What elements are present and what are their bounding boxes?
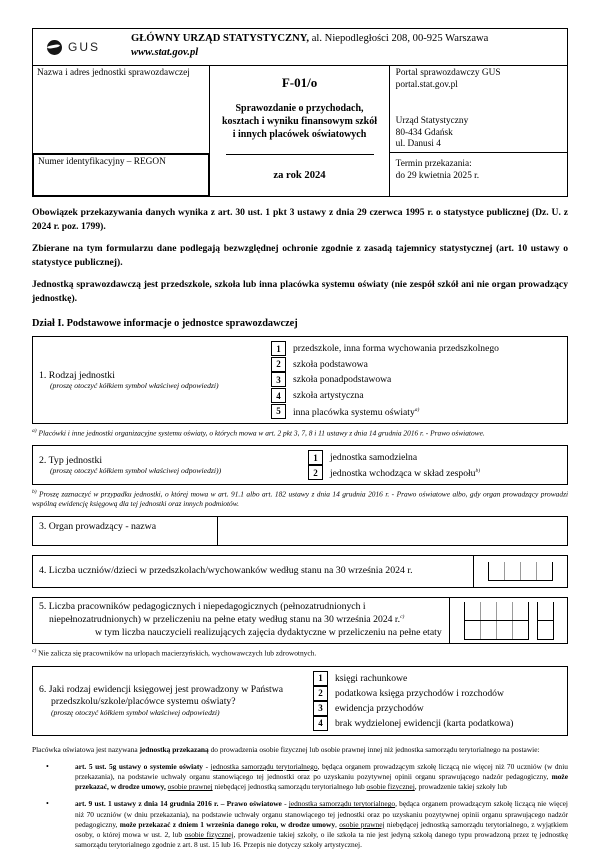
q4-pupils-count-input[interactable] (488, 562, 553, 581)
form-title-line: i innych placówek oświatowych (232, 129, 367, 140)
footnote-marker: c) (400, 614, 405, 621)
q1-option-5[interactable] (271, 404, 567, 419)
form-title-line: Sprawozdanie o przychodach, (235, 103, 364, 114)
title-divider (226, 154, 374, 155)
q5-total-staff-input[interactable] (450, 602, 567, 621)
org-name: GŁÓWNY URZĄD STATYSTYCZNY, (131, 33, 310, 44)
option-number-box: 2 (271, 357, 286, 372)
option-number-box: 3 (271, 372, 286, 387)
footnote-b: $^{b)}$ Proszę zaznaczyć w przypadku jednostki, o której mowa w art. 91.1 albo art. 182 ustawy z dnia 14 grudnia 2016 r. - Prawo oświatowe albo, gdy organ prowadzący prowadzi wspólną ewidencję księgową dla tej jednostki oraz innych podmiotów. (32, 489, 568, 509)
footnote-c: $^{c)}$ Nie zalicza się pracowników na urlopach macierzyńskich, wychowawczych lub zdrowotnych. (32, 647, 317, 658)
q6-options (313, 667, 567, 735)
q2-label-cell (33, 446, 308, 484)
q2-options (308, 446, 567, 484)
legal-obligation-paragraph: Obowiązek przekazywania danych wynika z art. 30 ust. 1 pkt 3 ustawy z dnia 29 czerwca 1995 r. o statystyce publicznej (Dz. U. z 2024 r. poz. 1799). (32, 207, 568, 232)
q6-option-2[interactable] (313, 686, 567, 701)
header-right-column (390, 66, 567, 196)
unit-name-address-label: Nazwa i adres jednostki sprawozdawczej (37, 68, 190, 78)
option-label: podatkowa księga przychodów i rozchodów (335, 687, 504, 699)
option-label: inna placówka systemu oświaty$^{a)}$ (293, 406, 420, 418)
form-title-line: kosztach i wyniku finansowym szkół (221, 116, 378, 127)
option-number-box: 4 (271, 388, 286, 403)
header-center-column (210, 66, 389, 196)
gus-logo-text: GUS (68, 40, 101, 54)
bullet-icon: • (46, 799, 49, 809)
question-5-box (32, 597, 568, 644)
option-label: szkoła ponadpodstawowa (293, 374, 392, 386)
q6-option-1[interactable] (313, 671, 567, 686)
option-number-box: 3 (313, 701, 328, 716)
confidentiality-paragraph: Zbierane na tym formularzu dane podlegają bezwzględnej ochronie zgodnie z zasadą tajemnicy statystycznej (art. 10 ustawy o statystyce publicznej). (32, 243, 568, 268)
option-label: brak wydzielonej ewidencji (karta podatkowa) (335, 717, 514, 729)
option-label: szkoła artystyczna (293, 390, 364, 402)
option-number-box: 1 (313, 671, 328, 686)
q6-note: (proszę otoczyć kółkiem symbol właściwej odpowiedzi) (51, 708, 220, 718)
option-label: przedszkole, inna forma wychowania przedszkolnego (293, 343, 499, 355)
option-number-box: 1 (308, 450, 323, 465)
gus-logo-icon (47, 40, 62, 55)
regon-label: Numer identyfikacyjny – REGON (38, 157, 166, 167)
option-number-box: 5 (271, 404, 286, 419)
q6-option-3[interactable] (313, 701, 567, 716)
q5-teachers-input[interactable] (450, 621, 567, 640)
portal-label: Portal sprawozdawczy GUS (395, 68, 501, 78)
q1-note: (proszę otoczyć kółkiem symbol właściwej odpowiedzi) (50, 381, 219, 390)
form-period: za rok 2024 (273, 170, 326, 181)
option-number-box: 4 (313, 716, 328, 731)
q2-title: 2. Typ jednostki (39, 455, 103, 467)
footnote-marker: a) (32, 428, 37, 434)
org-header (129, 29, 567, 65)
q3-governing-body-input[interactable] (218, 517, 567, 545)
portal-info (390, 66, 567, 116)
q1-options (271, 337, 567, 423)
question-6-box (32, 666, 568, 736)
q1-option-3[interactable] (271, 372, 567, 387)
option-number-box: 1 (271, 341, 286, 356)
header-top-row (33, 29, 567, 66)
transferred-unit-paragraph: Placówka oświatowa jest nazywana jednostką przekazaną do prowadzenia osobie fizycznej lub osobie prawnej innej niż jednostka samorządu terytorialnego na postawie: (32, 744, 540, 754)
q4-title: 4. Liczba uczniów/dzieci w przedszkolach/wychowanków według stanu na 30 września 2024 r. (39, 565, 413, 577)
deadline-value: do 29 kwietnia 2025 r. (395, 171, 480, 181)
q6-label-cell (33, 667, 313, 735)
option-label: jednostka samodzielna (330, 452, 418, 464)
office-name: Urząd Statystyczny (395, 116, 469, 126)
q1-option-4[interactable] (271, 388, 567, 403)
intro-block (32, 206, 568, 305)
q5-title: 5. Liczba pracowników pedagogicznych i niepedagogicznych (pełnozatrudnionych i niepełnozatrudnionych) w przeliczeniu na pełne etaty według stanu na 30 września 2024 r.$^{c)}$ (39, 600, 405, 626)
q1-option-2[interactable] (271, 357, 567, 372)
option-number-box: 2 (313, 686, 328, 701)
office-city: 80-434 Gdańsk (395, 127, 453, 138)
legal-bullet-2 (32, 799, 568, 849)
deadline-box (390, 152, 567, 196)
question-3-box (32, 516, 568, 546)
unit-name-address-field[interactable] (33, 66, 209, 153)
question-2-box (32, 445, 568, 485)
footnote-marker: b) (32, 489, 37, 496)
option-label: ewidencja przychodów (335, 702, 424, 714)
header-left-column (33, 66, 210, 196)
org-name-address (131, 32, 561, 46)
option-label: jednostka wchodząca w skład zespołu$^{b)}$ (330, 467, 481, 480)
q2-note: (proszę otoczyć kółkiem symbol właściwej odpowiedzi)) (50, 466, 222, 476)
option-number-box: 2 (308, 465, 323, 480)
q4-input-cell (473, 556, 567, 587)
portal-url: portal.stat.gov.pl (395, 79, 458, 90)
q1-option-1[interactable] (271, 341, 567, 356)
q1-title: 1. Rodzaj jednostki (39, 370, 115, 381)
gus-logo (33, 29, 129, 65)
footnote-marker: c) (32, 647, 37, 654)
bullet-text: art. 5 ust. 5g ustawy o systemie oświaty - jednostka samorządu terytorialnego, będąca organem prowadzącym szkołę liczącą nie więcej niż 70 uczniów (w dniu przekazania), na podstawie uchwały organu stanowiącego tej jednostki oraz po uzyskaniu pozytywnej opinii organu sprawującego nadzór pedagogiczny, może przekazać, w drodze umowy, osobie prawnej niebędącej jednostką samorządu terytorialnego lub osobie fizycznej, prowadzenie takiej szkoły lub (75, 761, 568, 792)
option-label: szkoła podstawowa (293, 358, 368, 370)
statistical-office-address (390, 116, 567, 152)
q2-option-2[interactable] (308, 465, 567, 480)
q6-title: 6. Jaki rodzaj ewidencji księgowej jest prowadzony w Państwa przedszkolu/szkole/placówce systemu oświaty? (39, 684, 284, 708)
q5-input-cell (449, 598, 567, 643)
question-1-box (32, 336, 568, 424)
bullet-icon: • (46, 761, 49, 771)
option-label: księgi rachunkowe (335, 672, 408, 684)
footnote-marker: b) (475, 467, 481, 474)
question-4-box (32, 555, 568, 588)
regon-field[interactable] (32, 153, 210, 197)
q5-label-cell (33, 598, 449, 643)
form-code: F-01/o (281, 75, 318, 90)
org-website: www.stat.gov.pl (131, 46, 199, 58)
q6-option-4[interactable] (313, 716, 567, 731)
q3-title: 3. Organ prowadzący - nazwa (33, 517, 218, 545)
office-street: ul. Danusi 4 (395, 139, 441, 149)
deadline-label: Termin przekazania: (395, 159, 472, 169)
legal-bullet-1 (32, 762, 568, 793)
org-address: al. Niepodległości 208, 00-925 Warszawa (309, 33, 489, 44)
header-main-row (33, 66, 567, 196)
section-heading: Dział I. Podstawowe informacje o jednostce sprawozdawczej (32, 318, 298, 329)
bullet-text: art. 9 ust. 1 ustawy z dnia 14 grudnia 2016 r. – Prawo oświatowe - jednostka samorządu terytorialnego, będąca organem prowadzącym szkołę liczącą nie więcej niż 70 uczniów (w dniu przekazania), na podstawie uchwały organu stanowiącego tej jednostki oraz po uzyskaniu pozytywnej opinii organu sprawującego nadzór pedagogiczny, może przekazać z dniem 1 września danego roku, w drodze umowy, osobie prawnej niebędącej jednostką samorządu terytorialnego, z wyjątkiem osoby, o której mowa w ust. 2, lub osobie fizycznej, prowadzenie takiej szkoły, o ile szkoła ta nie jest jedyną szkołą danego typu prowadzoną przez tę jednostkę samorządu terytorialnego zgodnie z art. 8 ust. 15 lub 16. Przepis nie dotyczy szkoły artystycznej. (75, 799, 568, 849)
form-title (222, 102, 377, 141)
reporting-unit-paragraph: Jednostką sprawozdawczą jest przedszkole, szkoła lub inna placówka systemu oświaty (nie zespół szkół ani nie organ prowadzący jednostkę). (32, 279, 568, 304)
footnote-a: $^{a)}$ Placówki i inne jednostki organizacyjne systemu oświaty, o których mowa w art. 2 pkt 3, 7, 8 i 11 ustawy z dnia 14 grudnia 2016 r. - Prawo oświatowe. (32, 428, 485, 438)
form-header (32, 28, 568, 197)
footnote-marker: a) (414, 406, 420, 413)
q2-option-1[interactable] (308, 450, 567, 465)
q5-subtitle: w tym liczba nauczycieli realizujących zajęcia dydaktyczne w przeliczeniu na pełne etaty (95, 626, 442, 638)
q1-label-cell (33, 337, 271, 423)
